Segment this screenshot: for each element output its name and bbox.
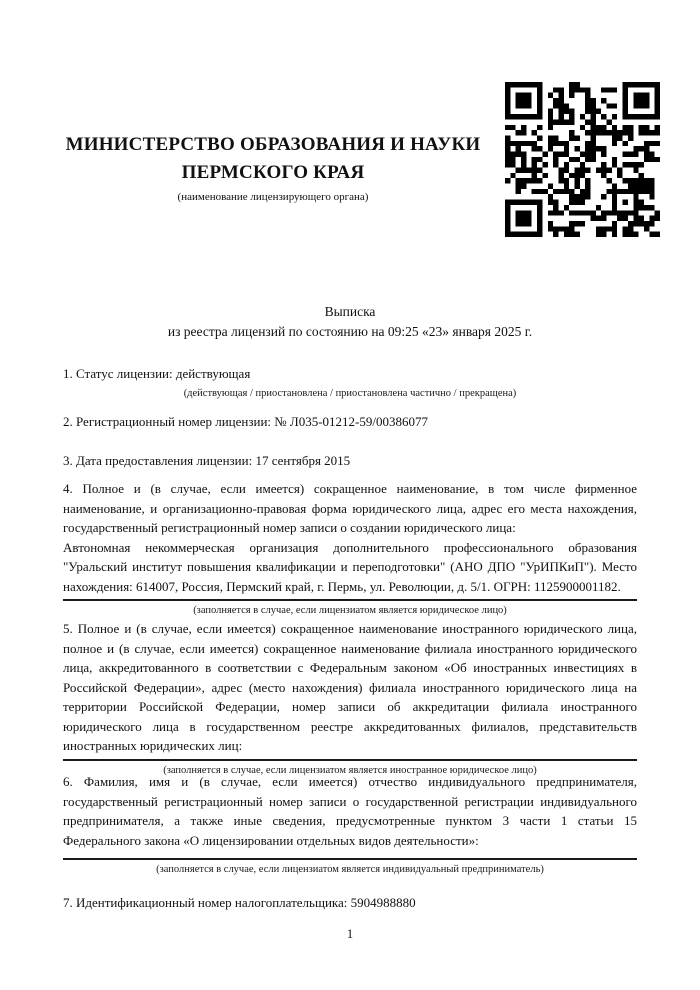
legal-entity-value: Автономная некоммерческая организация дополнительного профессионального образования "Уральский институт повышения квалификации и переподготовки" (АНО ДПО "УрИПКиП"). Место нахождения: 614007, Россия, Пермский край, г. Пермь, ул. Революции, д. 5/1. ОГРН: 1125900001182. [63,539,637,594]
individual-entrepreneur-note: (заполняется в случае, если лицензиатом является индивидуальный предприниматель) [156,864,544,875]
ministry-name-line1: МИНИСТЕРСТВО ОБРАЗОВАНИЯ И НАУКИ [65,134,481,155]
field-individual-entrepreneur [63,772,637,876]
field-registration-number [63,412,637,432]
licensing-authority-caption: (наименование лицензирующего органа) [177,191,369,203]
document-title [63,302,637,342]
document-title-line1: Выписка [324,304,376,319]
field-license-status [63,364,637,400]
individual-entrepreneur-rule-line [63,858,637,860]
field-taxpayer-id [63,893,637,913]
field-grant-date [63,451,637,471]
license-status-text: 1. Статус лицензии: действующая [63,366,251,381]
page-number: 1 [346,927,354,941]
field-foreign-entity [63,619,637,777]
qr-code-image [505,82,660,237]
legal-entity-note: (заполняется в случае, если лицензиатом является юридическое лицо) [193,605,507,616]
grant-date-text: 3. Дата предоставления лицензии: 17 сентября 2015 [63,453,351,468]
licensing-authority-header [40,131,506,204]
ministry-name-line2: ПЕРМСКОГО КРАЯ [181,162,365,183]
legal-entity-label: 4. Полное и (в случае, если имеется) сокращенное наименование, в том числе фирменное наименование, и организационно-правовая форма юридического лица, адрес его места нахождения, государственный регистрационный номер записи о создании юридического лица: [63,481,637,535]
field-legal-entity [63,479,637,617]
qr-code-icon [505,82,660,237]
foreign-entity-rule-line [63,759,637,761]
taxpayer-id-text: 7. Идентификационный номер налогоплательщика: 5904988880 [63,895,416,910]
registration-number-text: 2. Регистрационный номер лицензии: № Л035-01212-59/00386077 [63,414,429,429]
individual-entrepreneur-label: 6. Фамилия, имя и (в случае, если имеется) отчество индивидуального предпринимателя, государственный регистрационный номер записи о государственной регистрации индивидуального предпринимателя, а также иные сведения, предусмотренные пунктом 3 части 1 статьи 15 Федерального закона «О лицензировании отдельных видов деятельности»: [63,774,637,848]
document-title-line2: из реестра лицензий по состоянию на 09:25 «23» января 2025 г. [167,324,533,339]
license-status-note: (действующая / приостановлена / приостановлена частично / прекращена) [183,387,517,399]
legal-entity-rule-line [63,599,637,601]
foreign-entity-note: (заполняется в случае, если лицензиатом является иностранное юридическое лицо) [163,764,537,776]
foreign-entity-label: 5. Полное и (в случае, если имеется) сокращенное наименование иностранного юридического лица, полное и (в случае, если имеется) сокращенное наименование филиала иностранного юридического лица, аккредитованного в соответствии с Федеральным законом «Об иностранных инвестициях в Российской Федерации», адрес (место нахождения) филиала иностранного юридического лица на территории Российской Федерации, номер записи об аккредитации филиала иностранного юридического лица в государственном реестре аккредитованных филиалов, представительств иностранных юридических лиц: [63,621,637,753]
